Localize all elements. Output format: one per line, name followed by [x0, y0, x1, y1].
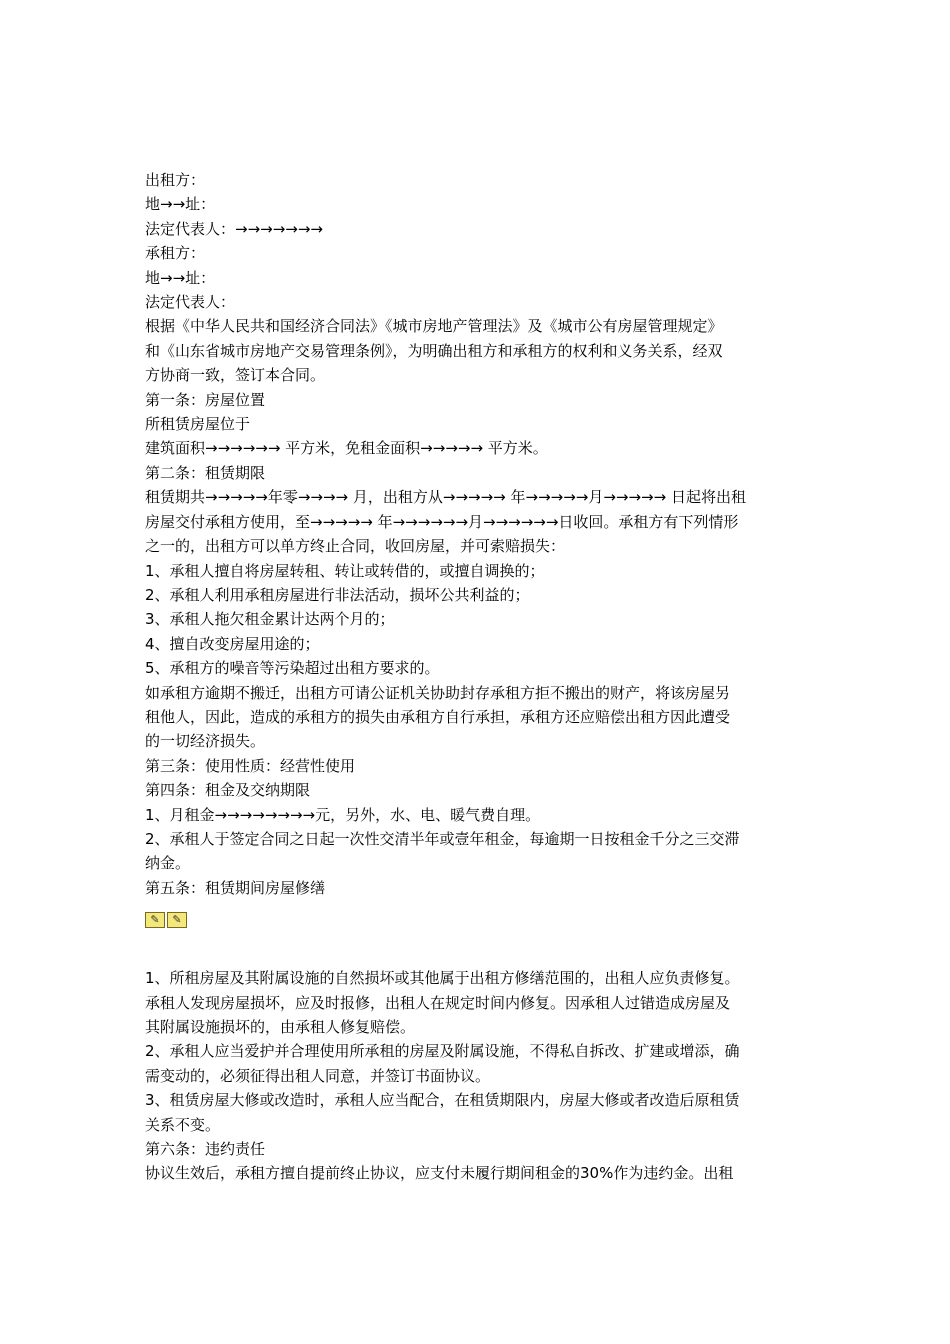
article-2-line: 如承租方逾期不搬迁，出租方可请公证机关协助封存承租方拒不搬出的财产，将该房屋另 [145, 683, 731, 702]
article-5-line: 3、租赁房屋大修或改造时，承租人应当配合，在租赁期限内，房屋大修或者改造后原租赁 [145, 1091, 740, 1110]
article-5-line: 1、所租房屋及其附属设施的自然损坏或其他属于出租方修缮范围的，出租人应负责修复。 [145, 969, 740, 988]
article-5-line: 承租人发现房屋损坏，应及时报修，出租人在规定时间内修复。因承租人过错造成房屋及 [145, 993, 731, 1012]
article-5-line: 2、承租人应当爱护并合理使用所承租的房屋及附属设施，不得私自拆改、扩建或增添，确 [145, 1042, 740, 1061]
pencil-edit-icon[interactable]: ✎ [167, 912, 187, 928]
article-2-line: 的一切经济损失。 [145, 732, 266, 751]
article-2-line: 2、承租人利用承租房屋进行非法活动，损坏公共利益的； [145, 585, 530, 604]
lessee-address: 地→→址： [145, 268, 216, 287]
article-4-line: 1、月租金→→→→→→→→元，另外，水、电、暖气费自理。 [145, 805, 541, 824]
article-4-title: 第四条：租金及交纳期限 [145, 781, 311, 800]
preamble-line: 方协商一致，签订本合同。 [145, 366, 326, 385]
embedded-object-icons [145, 912, 810, 936]
article-1-title: 第一条：房屋位置 [145, 390, 266, 409]
article-2-line: 4、擅自改变房屋用途的； [145, 634, 320, 653]
article-2-line: 之一的，出租方可以单方终止合同，收回房屋，并可索赔损失： [145, 537, 566, 556]
article-1-line: 建筑面积→→→→→→ 平方米，免租金面积→→→→→ 平方米。 [145, 439, 548, 458]
article-2-line: 5、承租方的噪音等污染超过出租方要求的。 [145, 659, 440, 678]
article-5-line: 其附属设施损坏的，由承租人修复赔偿。 [145, 1018, 416, 1036]
article-2-title: 第二条：租赁期限 [145, 463, 266, 482]
article-1-line: 所租赁房屋位于 [145, 415, 251, 434]
article-2-line: 租他人，因此，造成的承租方的损失由承租方自行承担，承租方还应赔偿出租方因此遭受 [145, 707, 731, 726]
article-3-title: 第三条：使用性质：经营性使用 [145, 756, 356, 775]
article-2-line: 租赁期共→→→→→年零→→→→ 月，出租方从→→→→→ 年→→→→→月→→→→→ 日起将出租 [145, 488, 746, 507]
article-2-line: 1、承租人擅自将房屋转租、转让或转借的，或擅自调换的； [145, 561, 545, 580]
article-2-line: 3、承租人拖欠租金累计达两个月的； [145, 610, 395, 629]
article-6-title: 第六条：违约责任 [145, 1140, 266, 1159]
lessee-label: 承租方： [145, 244, 206, 263]
article-4-line: 纳金。 [145, 854, 191, 873]
preamble-line: 根据《中华人民共和国经济合同法》《城市房地产管理法》及《城市公有房屋管理规定》 [145, 317, 723, 336]
lessor-address: 地→→址： [145, 195, 216, 214]
lessor-representative: 法定代表人：→→→→→→→ [145, 219, 323, 238]
article-2-line: 房屋交付承租方使用，至→→→→→ 年→→→→→→月→→→→→→日收回。承租方有下列情形 [145, 512, 739, 531]
article-6-line: 协议生效后，承租方擅自提前终止协议，应支付未履行期间租金的30%作为违约金。出租 [145, 1164, 734, 1183]
lessor-label: 出租方： [145, 171, 206, 189]
lessee-representative: 法定代表人： [145, 293, 236, 312]
pencil-edit-icon[interactable]: ✎ [145, 912, 165, 928]
article-4-line: 2、承租人于签定合同之日起一次性交清半年或壹年租金，每逾期一日按租金千分之三交滞 [145, 829, 740, 848]
contract-document [145, 168, 810, 1186]
preamble-line: 和《山东省城市房地产交易管理条例》，为明确出租方和承租方的权利和义务关系，经双 [145, 341, 723, 360]
article-5-line: 关系不变。 [145, 1115, 221, 1134]
article-5-line: 需变动的，必须征得出租人同意，并签订书面协议。 [145, 1066, 491, 1085]
article-5-title: 第五条：租赁期间房屋修缮 [145, 878, 326, 897]
